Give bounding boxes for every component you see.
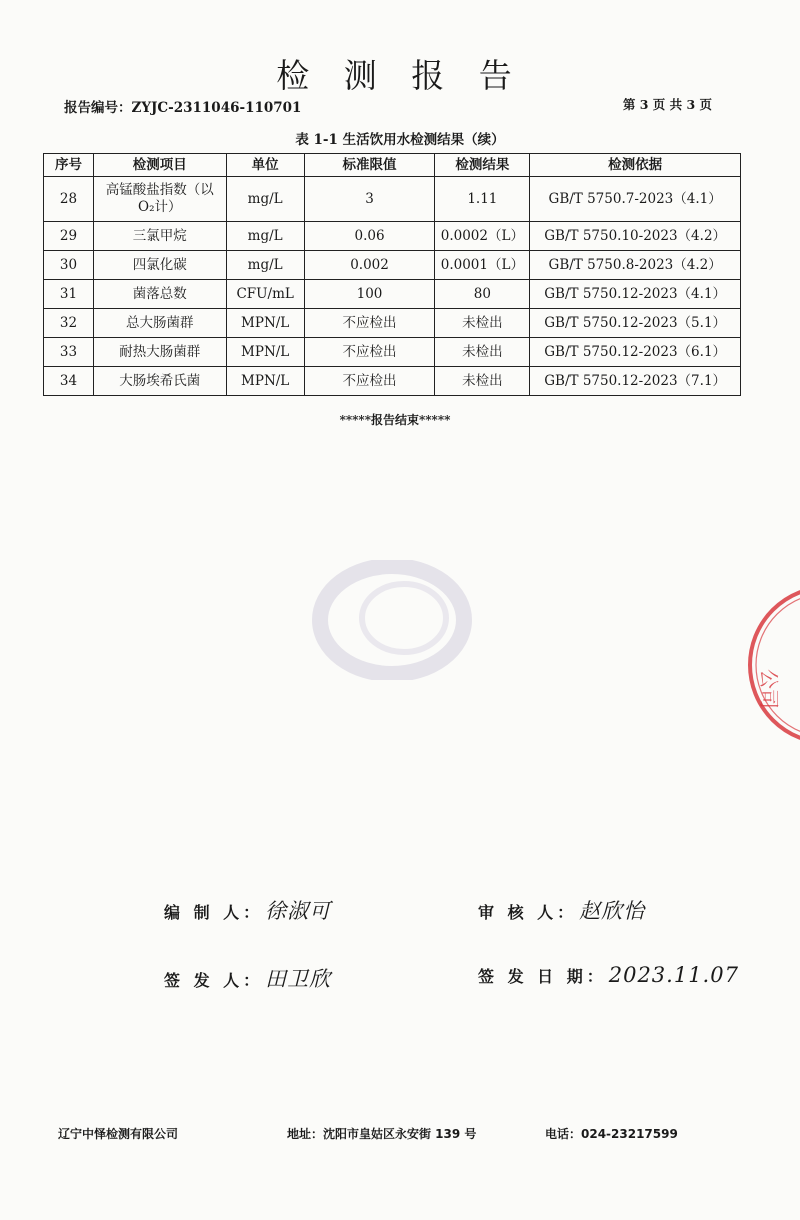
issue-date-label: 签 发 日 期： <box>478 967 607 986</box>
test-method: GB/T 5750.10-2023（4.2） <box>530 222 741 251</box>
preparer-name: 徐淑可 <box>265 899 332 923</box>
svg-text:公司: 公司 <box>757 669 781 709</box>
reviewer-label: 审 核 人： <box>478 903 578 922</box>
test-result: 未检出 <box>435 338 530 367</box>
table-header-row <box>44 154 741 177</box>
row-number: 34 <box>44 367 94 396</box>
page-indicator: 第 3 页 共 3 页 <box>622 97 712 112</box>
row-number: 29 <box>44 222 94 251</box>
test-item: 耐热大肠菌群 <box>93 338 226 367</box>
test-method: GB/T 5750.12-2023（5.1） <box>530 309 741 338</box>
company-seal-stamp <box>728 585 800 745</box>
footer-company: 辽宁中怿检测有限公司 <box>58 1127 179 1141</box>
test-item: 总大肠菌群 <box>93 309 226 338</box>
test-method: GB/T 5750.12-2023（6.1） <box>530 338 741 367</box>
row-number: 33 <box>44 338 94 367</box>
table-row <box>44 251 741 280</box>
unit: mg/L <box>226 222 304 251</box>
test-method: GB/T 5750.7-2023（4.1） <box>530 177 741 222</box>
table-row <box>44 177 741 222</box>
column-header: 检测结果 <box>435 154 530 177</box>
issue-date <box>478 963 739 987</box>
preparer-label: 编 制 人： <box>164 903 264 922</box>
standard-limit: 0.002 <box>304 251 435 280</box>
test-item-line: O₂计） <box>138 199 182 215</box>
preparer-signature <box>164 895 331 925</box>
test-item: 四氯化碳 <box>93 251 226 280</box>
test-result: 未检出 <box>435 309 530 338</box>
issuer-name: 田卫欣 <box>265 967 332 991</box>
column-header: 单位 <box>226 154 304 177</box>
column-header: 序号 <box>44 154 94 177</box>
test-result: 未检出 <box>435 367 530 396</box>
report-title: 检 测 报 告 <box>276 56 524 95</box>
column-header: 标准限值 <box>304 154 435 177</box>
row-number: 32 <box>44 309 94 338</box>
table-row <box>44 309 741 338</box>
standard-limit: 不应检出 <box>304 309 435 338</box>
test-item-line: 高锰酸盐指数（以 <box>105 182 214 198</box>
table-caption: 表 1-1 生活饮用水检测结果（续） <box>295 132 505 148</box>
watermark-logo <box>312 560 472 680</box>
report-number-label: 报告编号： <box>64 100 132 116</box>
footer-phone: 电话：024-23217599 <box>545 1127 678 1141</box>
reviewer-name: 赵欣怡 <box>579 899 646 923</box>
table-row <box>44 280 741 309</box>
footer-address: 地址：沈阳市皇姑区永安街 139 号 <box>287 1127 477 1141</box>
test-item: 菌落总数 <box>93 280 226 309</box>
unit: mg/L <box>226 177 304 222</box>
test-method: GB/T 5750.12-2023（4.1） <box>530 280 741 309</box>
test-result: 0.0002（L） <box>435 222 530 251</box>
unit: MPN/L <box>226 367 304 396</box>
unit: CFU/mL <box>226 280 304 309</box>
test-item: 大肠埃希氏菌 <box>93 367 226 396</box>
issue-date-value: 2023.11.07 <box>608 963 739 987</box>
test-item: 三氯甲烷 <box>93 222 226 251</box>
results-table <box>43 153 741 396</box>
report-number-value: ZYJC-2311046-110701 <box>131 100 302 116</box>
row-number: 28 <box>44 177 94 222</box>
test-method: GB/T 5750.8-2023（4.2） <box>530 251 741 280</box>
column-header: 检测依据 <box>530 154 741 177</box>
standard-limit: 不应检出 <box>304 338 435 367</box>
reviewer-signature <box>478 895 645 925</box>
issuer-label: 签 发 人： <box>164 971 264 990</box>
standard-limit: 3 <box>304 177 435 222</box>
table-row <box>44 222 741 251</box>
report-number <box>64 96 301 116</box>
row-number: 31 <box>44 280 94 309</box>
test-method: GB/T 5750.12-2023（7.1） <box>530 367 741 396</box>
test-result: 80 <box>435 280 530 309</box>
test-result: 0.0001（L） <box>435 251 530 280</box>
column-header: 检测项目 <box>93 154 226 177</box>
standard-limit: 不应检出 <box>304 367 435 396</box>
standard-limit: 0.06 <box>304 222 435 251</box>
issuer-signature <box>164 963 331 993</box>
standard-limit: 100 <box>304 280 435 309</box>
table-row <box>44 367 741 396</box>
row-number: 30 <box>44 251 94 280</box>
unit: mg/L <box>226 251 304 280</box>
test-result: 1.11 <box>435 177 530 222</box>
unit: MPN/L <box>226 309 304 338</box>
report-end-mark: *****报告结束***** <box>339 413 451 427</box>
table-row <box>44 338 741 367</box>
test-item <box>93 177 226 222</box>
unit: MPN/L <box>226 338 304 367</box>
